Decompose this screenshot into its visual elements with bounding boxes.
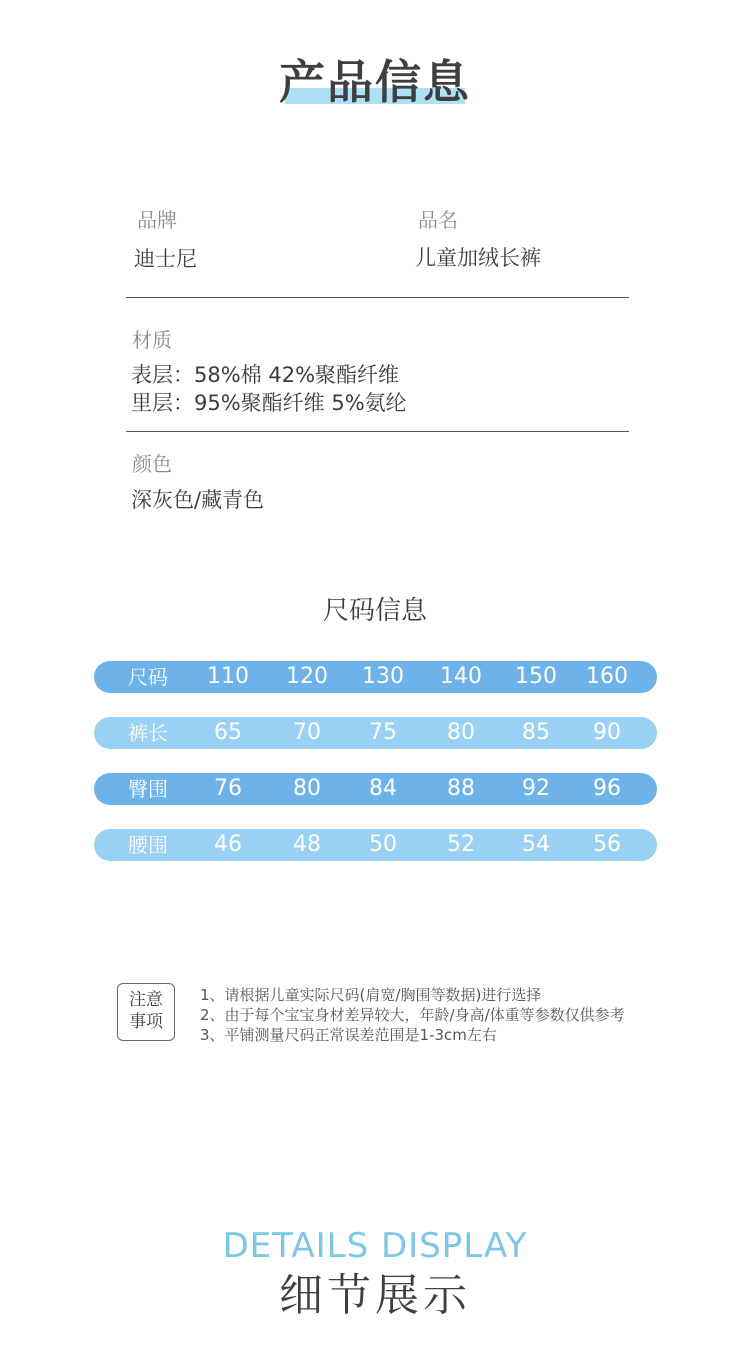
color-value: 深灰色/藏青色 [131, 488, 265, 512]
material-outer: 表层：58%棉 42%聚酯纤维 [131, 363, 400, 387]
notice-badge [117, 983, 175, 1041]
size-cell: 50 [369, 832, 397, 857]
size-cell: 54 [522, 832, 550, 857]
divider [126, 431, 629, 432]
size-cell: 92 [522, 776, 550, 801]
size-info-title: 尺码信息 [322, 596, 427, 626]
size-row [94, 661, 657, 693]
size-row-label: 臀围 [128, 777, 168, 801]
size-cell: 48 [293, 832, 321, 857]
size-cell: 88 [447, 776, 475, 801]
size-row [94, 717, 657, 749]
size-cell: 80 [293, 776, 321, 801]
size-cell: 96 [593, 776, 621, 801]
size-cell: 160 [586, 664, 628, 689]
size-cell: 52 [447, 832, 475, 857]
details-title-en: DETAILS DISPLAY [222, 1226, 528, 1266]
size-cell: 84 [369, 776, 397, 801]
details-title-cn: 细节展示 [279, 1270, 471, 1321]
product-info-title: 产品信息 [279, 55, 471, 109]
size-cell: 70 [293, 720, 321, 745]
material-inner: 里层：95%聚酯纤维 5%氨纶 [131, 391, 407, 415]
brand-label: 品牌 [137, 208, 177, 232]
size-cell: 85 [522, 720, 550, 745]
size-cell: 110 [207, 664, 249, 689]
size-cell: 80 [447, 720, 475, 745]
size-cell: 46 [214, 832, 242, 857]
size-row [94, 773, 657, 805]
size-cell: 65 [214, 720, 242, 745]
notice-item: 1、请根据儿童实际尺码(肩宽/胸围等数据)进行选择 [200, 986, 542, 1004]
notice-badge-line: 注意 [129, 990, 163, 1010]
size-row [94, 829, 657, 861]
size-cell: 120 [286, 664, 328, 689]
size-cell: 76 [214, 776, 242, 801]
color-label: 颜色 [132, 452, 172, 476]
notice-badge-line: 事项 [129, 1012, 163, 1032]
notice-item: 2、由于每个宝宝身材差异较大，年龄/身高/体重等参数仅供参考 [200, 1006, 625, 1024]
size-row-label: 裤长 [128, 721, 168, 745]
name-value: 儿童加绒长裤 [415, 246, 541, 270]
divider [126, 297, 629, 298]
name-label: 品名 [418, 208, 458, 232]
size-row-label: 腰围 [128, 833, 168, 857]
size-row-label: 尺码 [128, 665, 168, 689]
brand-value: 迪士尼 [134, 247, 197, 271]
size-cell: 90 [593, 720, 621, 745]
size-cell: 130 [362, 664, 404, 689]
material-label: 材质 [132, 328, 172, 352]
notice-item: 3、平铺测量尺码正常误差范围是1-3cm左右 [200, 1026, 497, 1044]
size-cell: 140 [440, 664, 482, 689]
size-cell: 75 [369, 720, 397, 745]
size-cell: 150 [515, 664, 557, 689]
size-cell: 56 [593, 832, 621, 857]
